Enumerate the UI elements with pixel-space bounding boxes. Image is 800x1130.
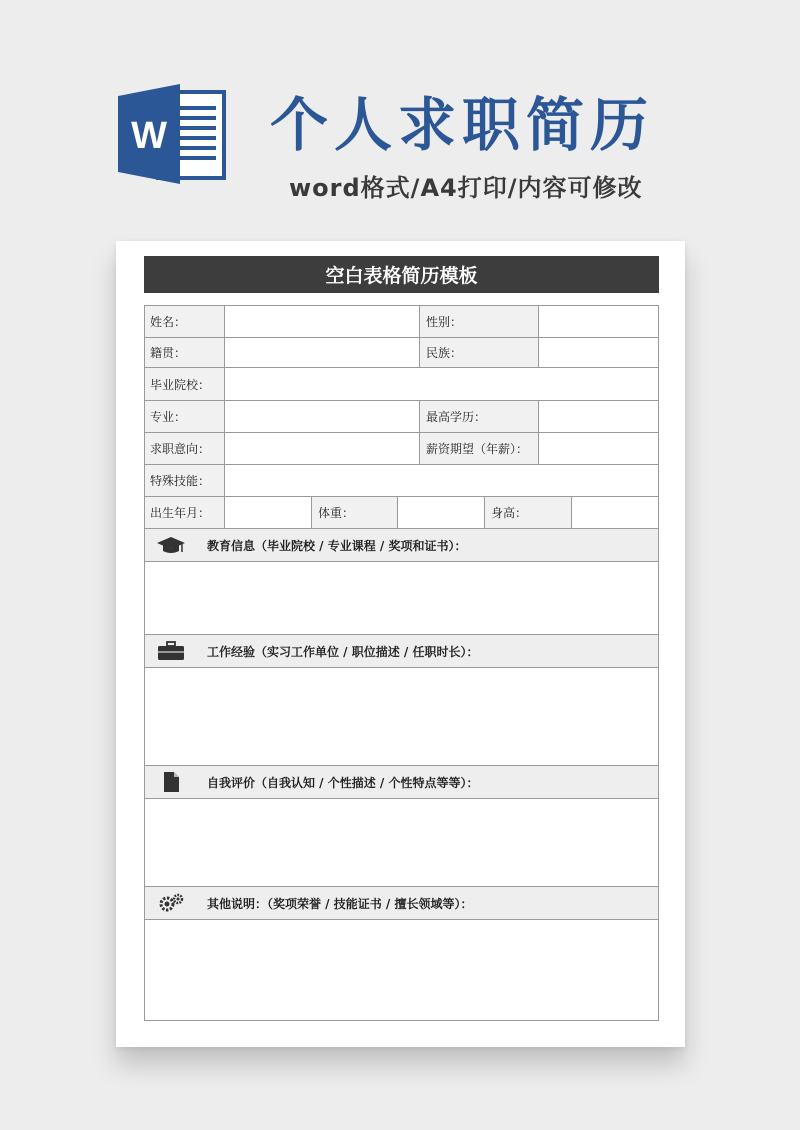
word-document-icon — [118, 84, 228, 184]
major-label: 专业： — [144, 401, 225, 433]
expected-salary-label: 薪资期望（年薪）： — [420, 433, 539, 465]
ethnicity-label: 民族： — [420, 338, 539, 368]
weight-input[interactable] — [398, 497, 485, 529]
page-header — [0, 0, 800, 230]
education-section-label: 教育信息（毕业院校 / 专业课程 / 奖项和证书）： — [207, 539, 467, 553]
height-input[interactable] — [572, 497, 659, 529]
graduate-school-label: 毕业院校： — [144, 368, 225, 401]
job-intention-input[interactable] — [225, 433, 420, 465]
highest-education-input[interactable] — [539, 401, 659, 433]
weight-label: 体重： — [312, 497, 398, 529]
education-section-header — [144, 529, 659, 562]
graduation-cap-icon — [157, 535, 185, 555]
height-label: 身高： — [485, 497, 572, 529]
birth-date-input[interactable] — [225, 497, 312, 529]
page-title: 个人求职简历 — [270, 91, 655, 159]
native-place-input[interactable] — [225, 338, 420, 368]
work-experience-section-label: 工作经验（实习工作单位 / 职位描述 / 任职时长）： — [207, 645, 479, 659]
special-skills-input[interactable] — [225, 465, 659, 497]
special-skills-label: 特殊技能： — [144, 465, 225, 497]
other-notes-section-header — [144, 887, 659, 920]
education-content-area[interactable] — [144, 562, 659, 635]
name-label: 姓名： — [144, 305, 225, 338]
work-experience-section-header — [144, 635, 659, 668]
word-logo-letter: W — [131, 115, 167, 157]
resume-sheet — [116, 241, 685, 1047]
self-evaluation-section-header — [144, 766, 659, 799]
graduate-school-input[interactable] — [225, 368, 659, 401]
gears-icon — [157, 893, 185, 913]
form-title: 空白表格简历模板 — [144, 256, 659, 293]
name-input[interactable] — [225, 305, 420, 338]
document-icon — [157, 772, 185, 792]
native-place-label: 籍贯： — [144, 338, 225, 368]
briefcase-icon — [157, 641, 185, 661]
gender-label: 性别： — [420, 305, 539, 338]
job-intention-label: 求职意向： — [144, 433, 225, 465]
major-input[interactable] — [225, 401, 420, 433]
highest-education-label: 最高学历： — [420, 401, 539, 433]
other-notes-section-label: 其他说明：（奖项荣誉 / 技能证书 / 擅长领域等）： — [207, 897, 473, 911]
ethnicity-input[interactable] — [539, 338, 659, 368]
expected-salary-input[interactable] — [539, 433, 659, 465]
work-experience-content-area[interactable] — [144, 668, 659, 766]
gender-input[interactable] — [539, 305, 659, 338]
birth-date-label: 出生年月： — [144, 497, 225, 529]
self-evaluation-content-area[interactable] — [144, 799, 659, 887]
self-evaluation-section-label: 自我评价（自我认知 / 个性描述 / 个性特点等等）： — [207, 776, 479, 790]
other-notes-content-area[interactable] — [144, 920, 659, 1021]
page-subtitle: word格式/A4打印/内容可修改 — [289, 174, 643, 202]
